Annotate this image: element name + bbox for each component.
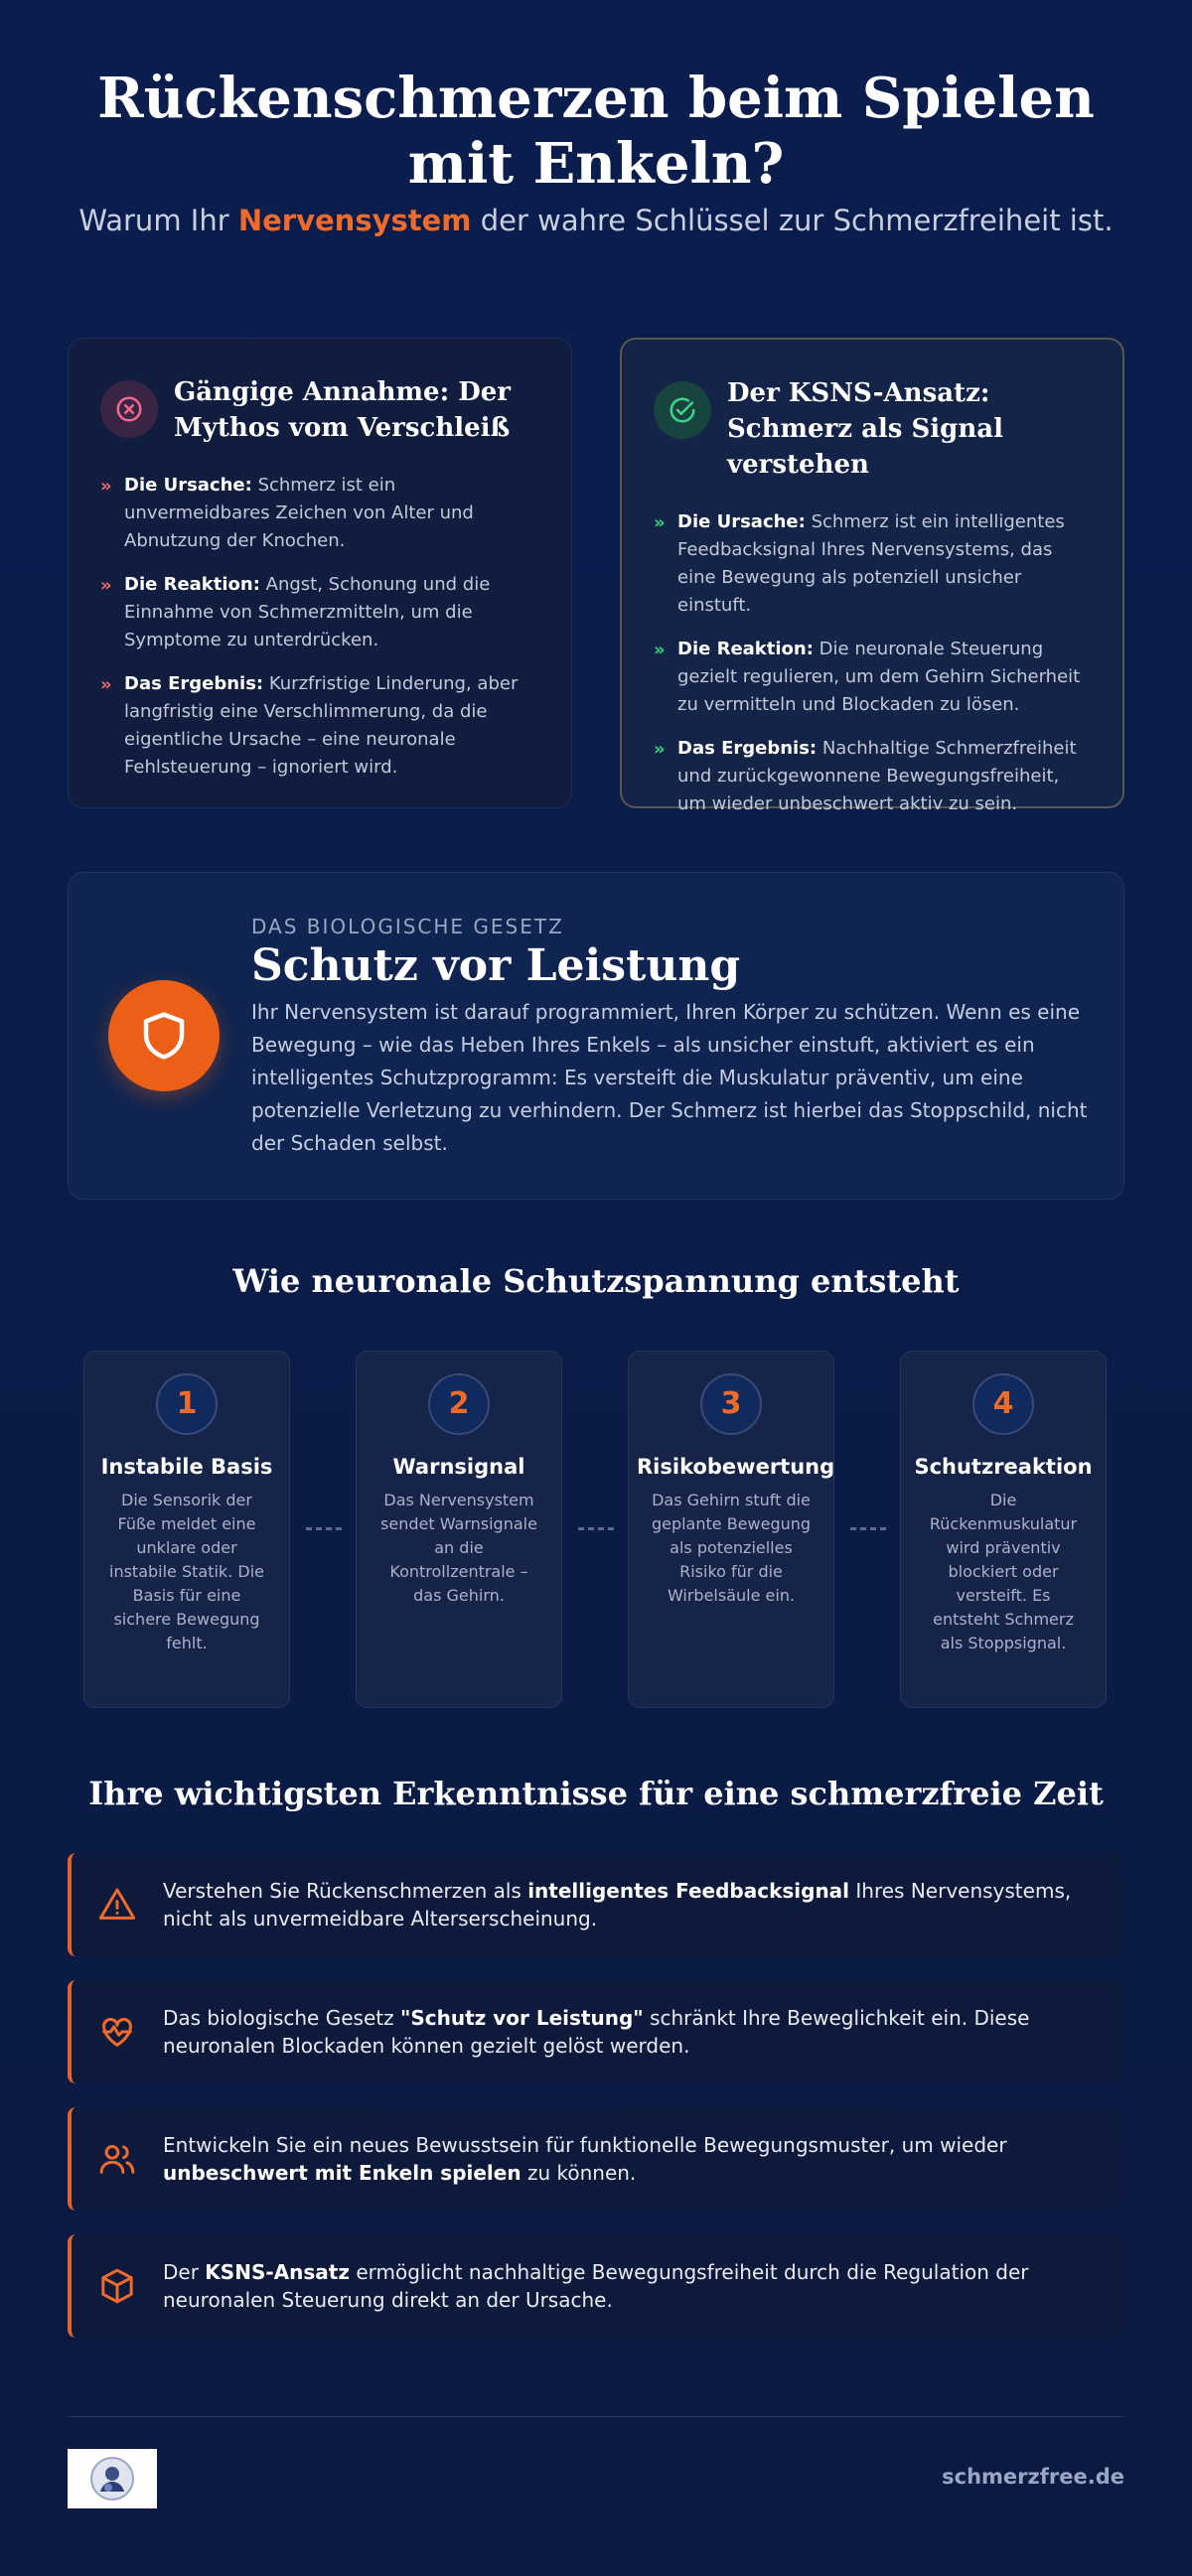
chevron-right-icon: » — [654, 640, 666, 660]
step-number: 3 — [700, 1373, 762, 1435]
heart-pulse-icon — [97, 2012, 137, 2052]
step-connector — [306, 1527, 342, 1530]
step-card — [900, 1351, 1107, 1708]
insight-item: Verstehen Sie Rückenschmerzen als intelligentes Feedbacksignal Ihres Nervensystems, nicht als unvermeidbare Alterserscheinung. — [68, 1853, 1124, 1956]
ksns-bullet: » Die Reaktion: Die neuronale Steuerung gezielt regulieren, um dem Gehirn Sicherheit zu vermitteln und Blockaden zu lösen. — [654, 636, 1091, 719]
page-title: Rückenschmerzen beim Spielen mit Enkeln? — [97, 66, 1095, 197]
step-title: Schutzreaktion — [914, 1455, 1093, 1479]
ksns-bullet: » Das Ergebnis: Nachhaltige Schmerzfreiheit und zurückgewonnene Bewegungsfreiheit, um wieder unbeschwert aktiv zu sein. — [654, 735, 1091, 818]
chevron-right-icon: » — [654, 512, 666, 533]
users-icon — [97, 2139, 137, 2179]
insights-section-title: Ihre wichtigsten Erkenntnisse für eine schmerzfreie Zeit — [88, 1775, 1104, 1812]
biological-law-box — [68, 872, 1124, 1200]
ksns-card-title: Der KSNS-Ansatz: Schmerz als Signal verstehen — [727, 378, 1003, 480]
insight-item: Entwickeln Sie ein neues Bewusstsein für funktionelle Bewegungsmuster, um wieder unbeschwert mit Enkeln spielen zu können. — [68, 2107, 1124, 2211]
step-card — [83, 1351, 290, 1708]
footer-divider — [68, 2416, 1124, 2417]
subtitle-part-2: der wahre Schlüssel zur Schmerzfreiheit ist. — [471, 204, 1114, 237]
insight-item: Der KSNS-Ansatz ermöglicht nachhaltige Bewegungsfreiheit durch die Regulation der neuronalen Steuerung direkt an der Ursache. — [68, 2234, 1124, 2338]
step-number: 2 — [428, 1373, 490, 1435]
step-connector — [578, 1527, 614, 1530]
shield-icon — [108, 980, 220, 1091]
site-link[interactable]: schmerzfree.de — [942, 2465, 1124, 2489]
check-circle-icon — [654, 381, 711, 439]
x-circle-icon — [100, 380, 158, 438]
step-text: Das Nervensystem sendet Warnsignale an die Kontrollzentrale – das Gehirn. — [380, 1491, 537, 1605]
step-connector — [850, 1527, 886, 1530]
subtitle-part-1: Warum Ihr — [78, 204, 238, 237]
chevron-right-icon: » — [100, 575, 112, 596]
myth-card — [68, 338, 572, 808]
myth-bullet: » Die Ursache: Schmerz ist ein unvermeidbares Zeichen von Alter und Abnutzung der Knochen. — [100, 472, 539, 555]
insight-item: Das biologische Gesetz "Schutz vor Leistung" schränkt Ihre Beweglichkeit ein. Diese neuronalen Blockaden können gezielt gelöst werden. — [68, 1980, 1124, 2083]
ksns-bullet: » Die Ursache: Schmerz ist ein intelligentes Feedbacksignal Ihres Nervensystems, das eine Bewegung als potenziell unsicher einstuft. — [654, 508, 1091, 620]
step-title: Instabile Basis — [100, 1455, 273, 1479]
myth-bullet: » Die Reaktion: Angst, Schonung und die Einnahme von Schmerzmitteln, um die Symptome zu unterdrücken. — [100, 571, 539, 654]
ksns-card — [620, 338, 1124, 814]
myth-bullet: » Das Ergebnis: Kurzfristige Linderung, aber langfristig eine Verschlimmerung, da die eigentliche Ursache – eine neuronale Fehlsteuerung – ignoriert wird. — [100, 670, 539, 782]
warning-triangle-icon — [97, 1885, 137, 1925]
chevron-right-icon: » — [100, 476, 112, 497]
step-text: Die Rückenmuskulatur wird präventiv blockiert oder versteift. Es entsteht Schmerz als Stoppsignal. — [929, 1491, 1078, 1652]
law-kicker: DAS BIOLOGISCHE GESETZ — [251, 915, 564, 938]
step-card — [356, 1351, 562, 1708]
step-text: Das Gehirn stuft die geplante Bewegung als potenzielles Risiko für die Wirbelsäule ein. — [651, 1491, 812, 1605]
chevron-right-icon: » — [100, 674, 112, 695]
myth-card-title: Gängige Annahme: Der Mythos vom Verschleiß — [174, 377, 512, 443]
step-number: 4 — [972, 1373, 1034, 1435]
step-title: Warnsignal — [392, 1455, 525, 1479]
page-subtitle — [68, 203, 1124, 238]
step-number: 1 — [156, 1373, 218, 1435]
law-text: Ihr Nervensystem ist darauf programmiert, Ihren Körper zu schützen. Wenn es eine Bewegung – wie das Heben Ihres Enkels – als unsicher einstuft, aktiviert es ein intelligentes Schutzprogramm: Es versteift die Muskulatur präventiv, um eine potenzielle Verletzung zu verhindern. Der Schmerz ist hierbei das Stoppschild, nicht der Schaden selbst. — [251, 1000, 1088, 1155]
step-card — [628, 1351, 834, 1708]
steps-section-title: Wie neuronale Schutzspannung entsteht — [232, 1262, 960, 1300]
box-icon — [97, 2266, 137, 2306]
chevron-right-icon: » — [654, 739, 666, 760]
logo-icon[interactable] — [68, 2449, 157, 2508]
subtitle-highlight: Nervensystem — [237, 204, 472, 237]
law-title: Schutz vor Leistung — [251, 940, 741, 991]
step-text: Die Sensorik der Füße meldet eine unklare oder instabile Statik. Die Basis für eine sichere Bewegung fehlt. — [109, 1491, 264, 1652]
step-title: Risikobewertung — [637, 1455, 835, 1479]
